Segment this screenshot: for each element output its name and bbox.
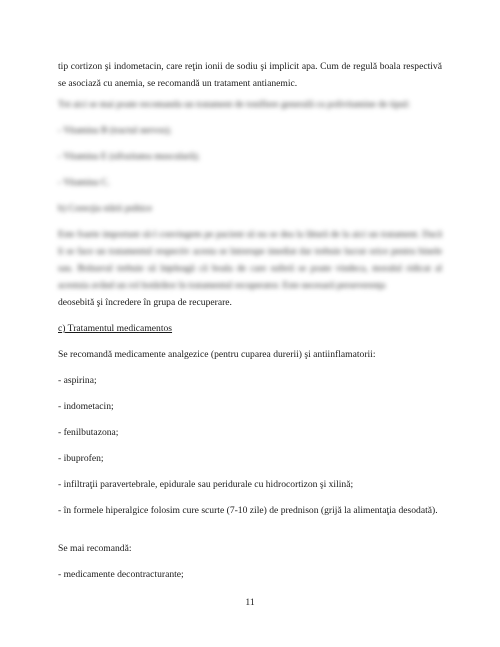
- paragraph-psihic-end: deosebită şi încredere în grupa de recuperare.: [58, 297, 232, 308]
- list-item-ibuprofen: - ibuprofen;: [58, 453, 104, 464]
- list-item-fenilbutazona: - fenilbutazona;: [58, 427, 119, 438]
- page-number: 11: [245, 597, 255, 608]
- list-item-decontracturante: - medicamente decontracturante;: [58, 569, 184, 580]
- list-item-infiltratii: - infiltraţii paravertebrale, epidurale sau peridurale cu hidrocortizon şi xilină;: [58, 479, 354, 490]
- section-heading-psihic: b) Corecţia stării psihice: [58, 203, 153, 214]
- list-item-vitamina-b: - Vitamina B (tractul nervos);: [58, 125, 172, 136]
- list-item-prednison: - în formele hiperalgice folosim cure scurte (7-10 zile) de prednison (grijă la alimentaţia desodată).: [58, 505, 438, 516]
- paragraph-analgezice: Se recomandă medicamente analgezice (pentru cuparea durerii) şi antiinflamatorii:: [58, 349, 376, 360]
- paragraph-polivitamine: Tot aici se mai poate recomanda un tratament de tonifiere generală cu polivitamine de tipul:: [58, 99, 411, 110]
- paragraph-se-mai: Se mai recomandă:: [58, 543, 132, 554]
- list-item-aspirina: - aspirina;: [58, 375, 97, 386]
- paragraph-cortizon: tip cortizon şi indometacin, care reţin ionii de sodiu şi implicit apa. Cum de regulă boala respectivă se asociază cu anemia, se recomandă un tratament antianemic.: [58, 61, 442, 89]
- paragraph-psihic: Este foarte important să-l convingem pe pacient să nu se dea la lătură de la aici un tratament. Dacă li se face un tratamentul respectiv acesta se întrerupe imediat dar trebuie lucrat orice pentru binele sau. Bolnavul trebuie să înţeleagă că boala de care suferă se poate vindeca, moralul ridicat al acestuia având un rol hotărâtor în tratamentul recuperator. Este necesară perseverenţa: [58, 229, 442, 291]
- list-item-vitamina-e: - Vitamina E (sifozitatea musculară);: [58, 151, 200, 162]
- list-item-indometacin: - indometacin;: [58, 401, 114, 412]
- section-heading-text: c) Tratamentul medicamentos: [58, 323, 173, 334]
- section-heading-medicamentos: [58, 320, 442, 337]
- list-item-vitamina-c: - Vitamina C.: [58, 177, 110, 188]
